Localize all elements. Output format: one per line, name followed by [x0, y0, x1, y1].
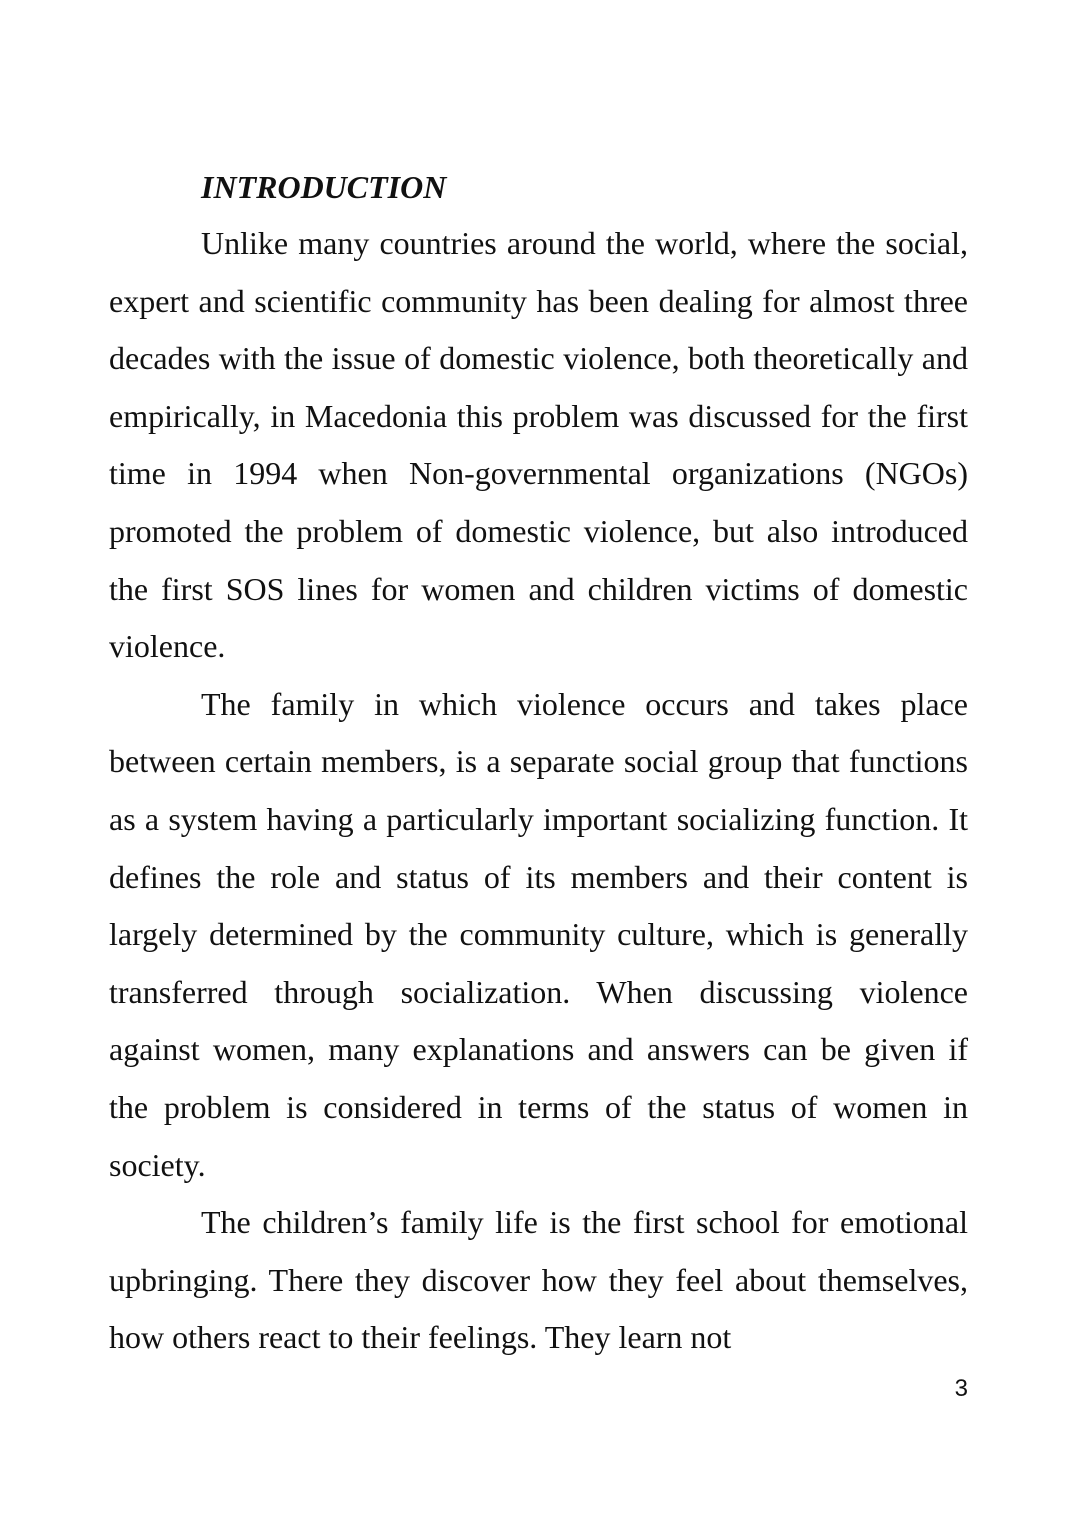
section-heading: INTRODUCTION — [201, 169, 447, 205]
page-number: 3 — [954, 1375, 968, 1402]
paragraph-3: The children’s family life is the first school for emotional upbringing. There they discover how they feel about themselves, how others react to their feelings. They learn not — [109, 1204, 968, 1356]
body-text — [109, 215, 968, 1367]
paragraph-2: The family in which violence occurs and takes place between certain members, is a separate social group that functions as a system having a particularly important socializing function. It defines the role and status of its members and their content is largely determined by the community culture, which is generally transferred through socialization. When discussing violence against women, many explanations and answers can be given if the problem is considered in terms of the status of women in society. — [109, 685, 968, 1183]
paragraph-1: Unlike many countries around the world, where the social, expert and scientific community has been dealing for almost three decades with the issue of domestic violence, both theoretically and empirically, in Macedonia this problem was discussed for the first time in 1994 when Non-governmental organizations (NGOs) promoted the problem of domestic violence, but also introduced the first SOS lines for women and children victims of domestic violence. — [109, 225, 968, 665]
